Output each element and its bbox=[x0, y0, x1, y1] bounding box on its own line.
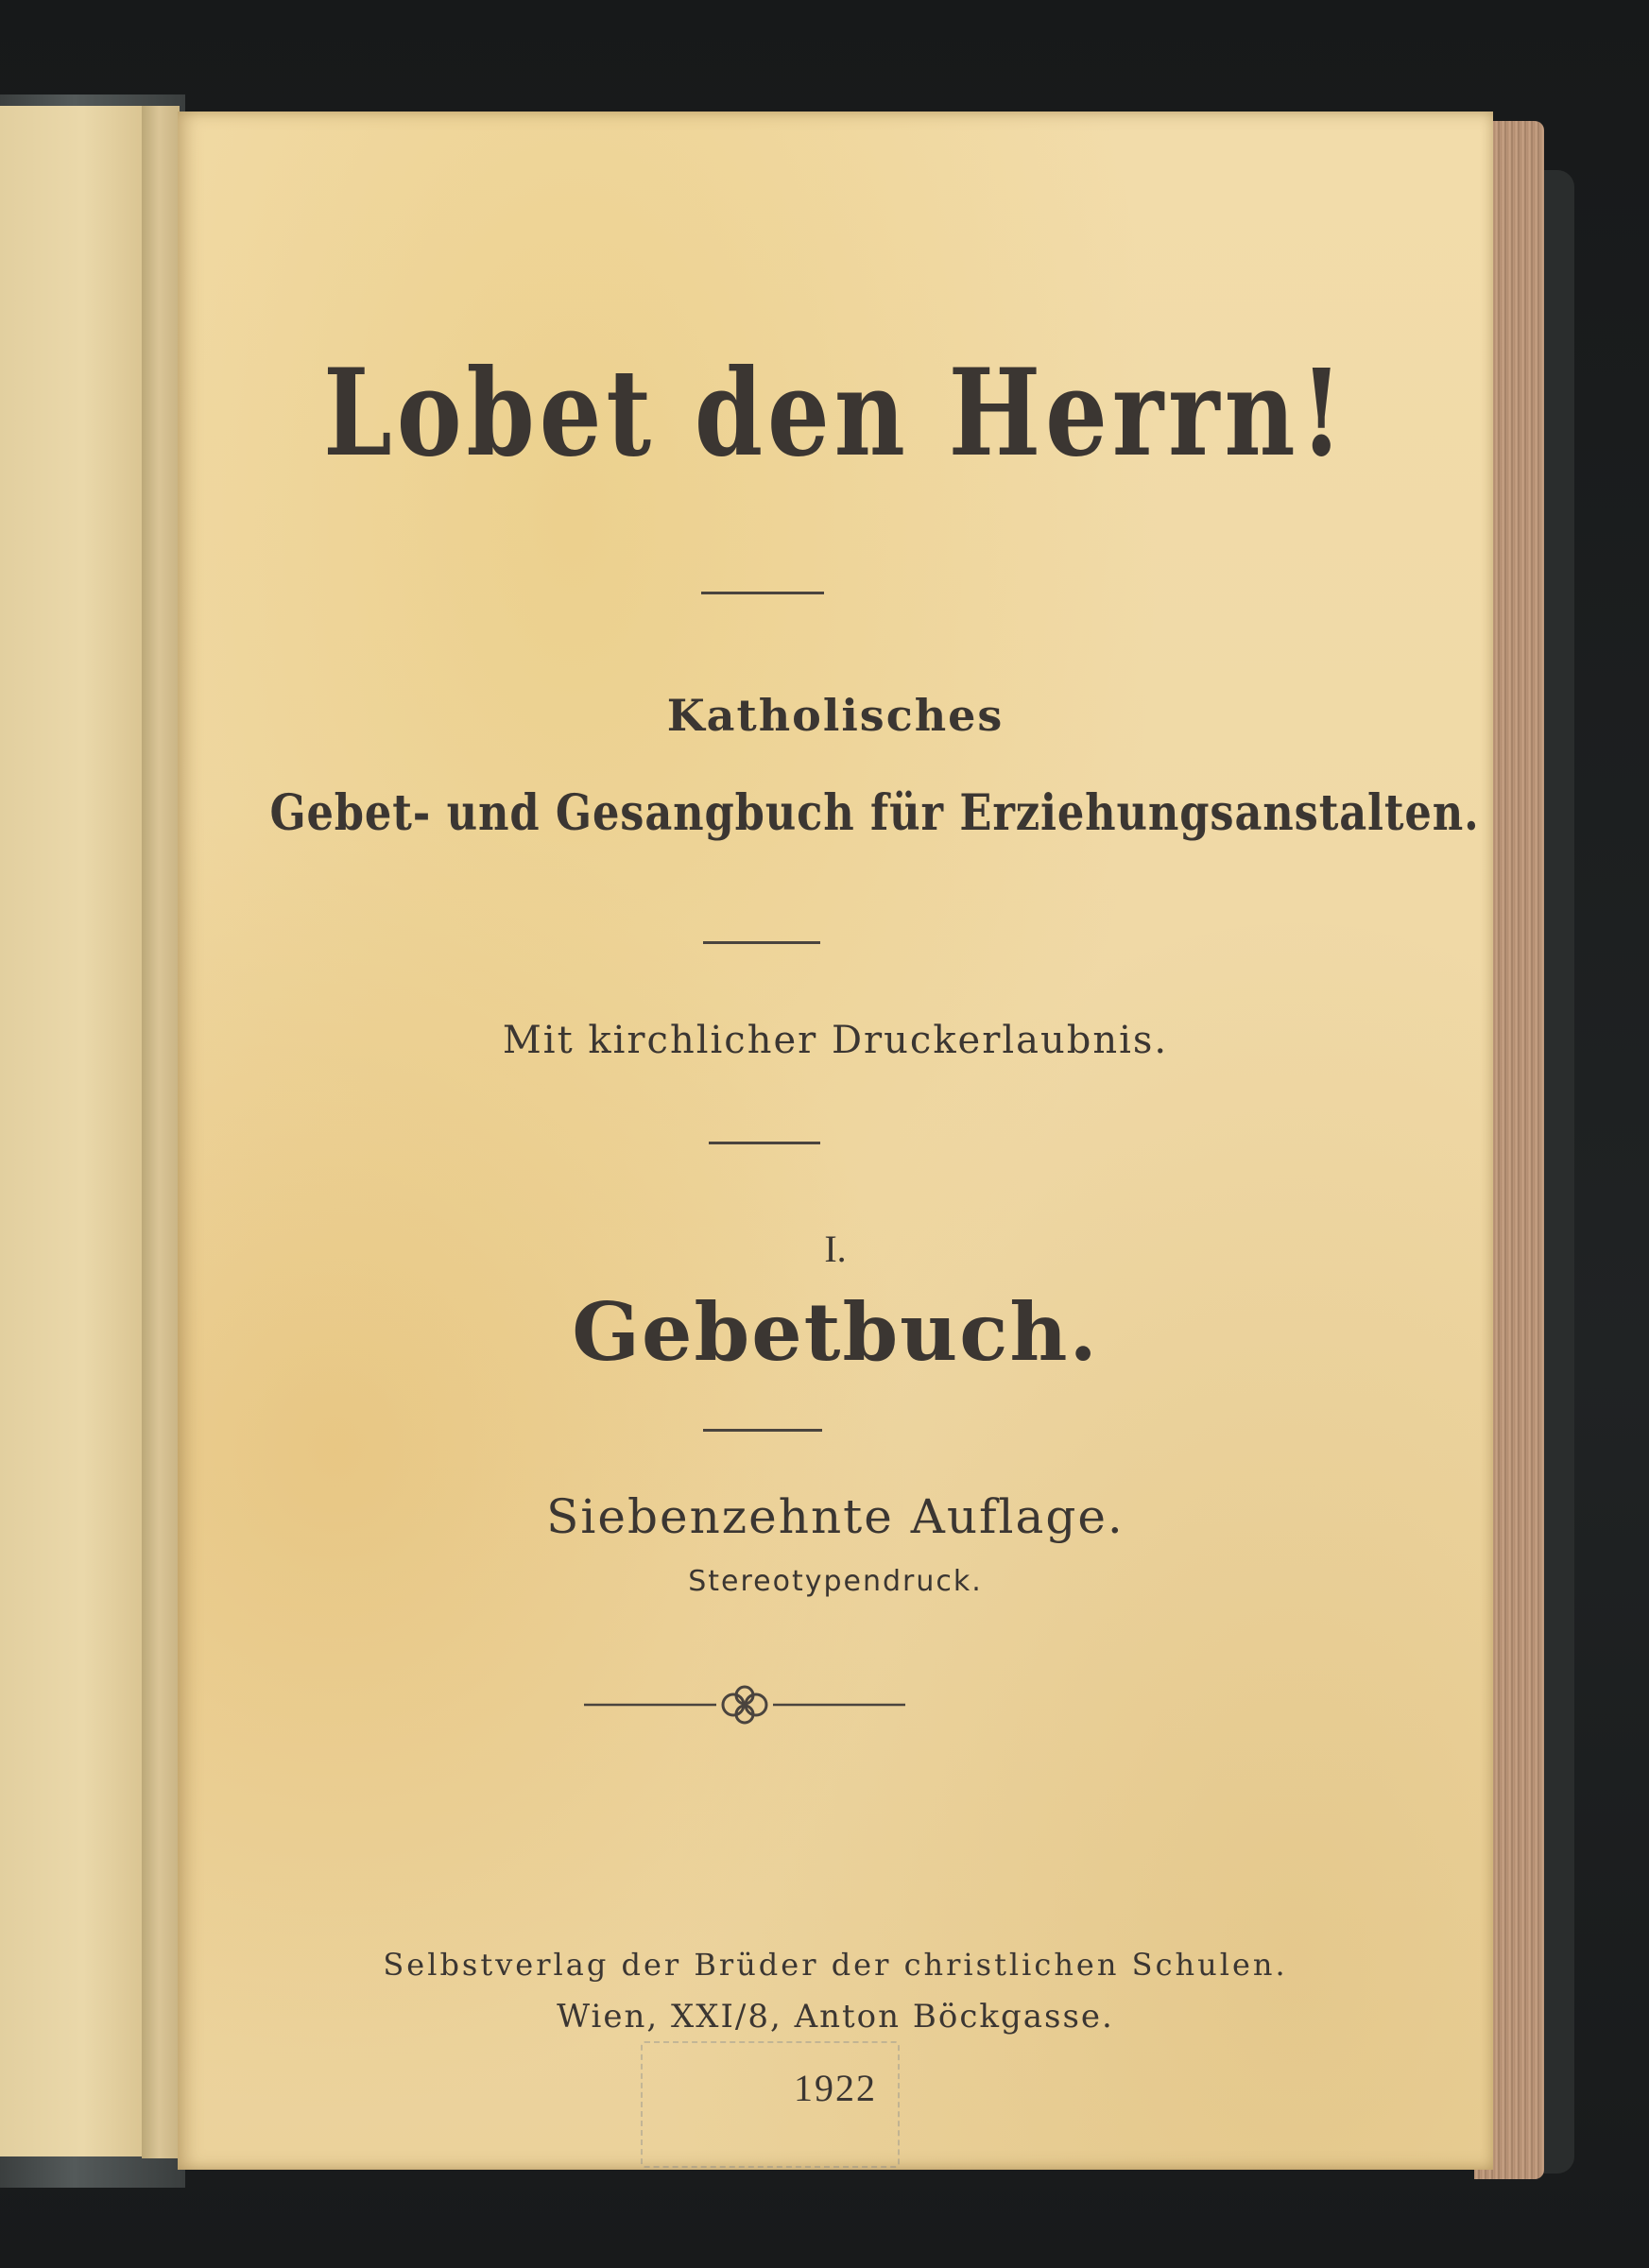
divider-2 bbox=[703, 941, 820, 944]
divider-3 bbox=[709, 1142, 820, 1144]
divider-4 bbox=[703, 1429, 822, 1432]
subtitle-line-2: Gebet- und Gesangbuch für Erziehungsanstalten. bbox=[269, 784, 1480, 842]
subtitle-line-1: Katholisches bbox=[666, 690, 1005, 741]
printing-type: Stereotypendruck. bbox=[688, 1565, 983, 1598]
volume-number: I. bbox=[824, 1228, 847, 1270]
book-gutter bbox=[142, 106, 180, 2158]
publisher: Selbstverlag der Brüder der christlichen Schulen. bbox=[383, 1947, 1288, 1983]
divider-1 bbox=[701, 592, 824, 594]
edition: Siebenzehnte Auflage. bbox=[546, 1489, 1125, 1544]
flourish-ornament-icon bbox=[575, 1676, 915, 1733]
church-approval: Mit kirchlicher Druckerlaubnis. bbox=[502, 1019, 1169, 1062]
publisher-address: Wien, XXI/8, Anton Böckgasse. bbox=[557, 1998, 1114, 2036]
book-title: Lobet den Herrn! bbox=[323, 343, 1348, 483]
publication-year: 1922 bbox=[794, 2067, 877, 2109]
volume-title: Gebetbuch. bbox=[572, 1285, 1099, 1379]
title-page bbox=[178, 112, 1493, 2170]
endpaper bbox=[0, 106, 154, 2156]
